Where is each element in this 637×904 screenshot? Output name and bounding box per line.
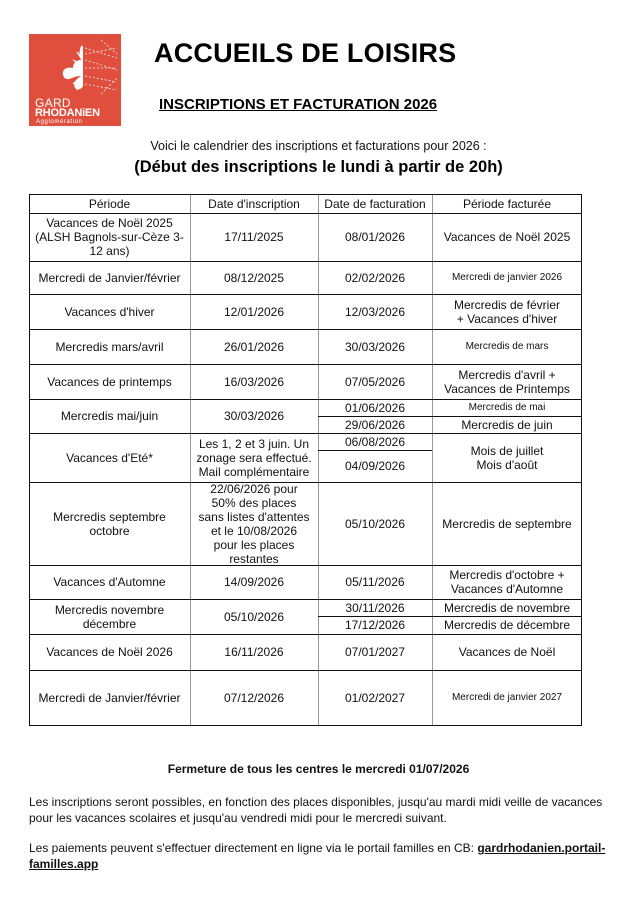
table-row-facturation: 29/06/2026	[344, 417, 406, 432]
table-row-facturation: 17/12/2026	[344, 618, 406, 632]
table-row-facturation: 30/03/2026	[344, 339, 406, 354]
schedule-table	[29, 194, 582, 726]
table-row-facturation: 12/03/2026	[344, 304, 406, 319]
table-row-facturation: 05/10/2026	[344, 516, 406, 531]
table-row-inscription: Les 1, 2 et 3 juin. Un zonage sera effectué. Mail complémentaire	[196, 436, 312, 479]
logo-text-agglomeration: Agglomération	[36, 119, 83, 125]
table-row-inscription: 12/01/2026	[223, 304, 285, 319]
table-row-facturation: 01/02/2027	[344, 690, 406, 705]
column-header-periode-facturee: Période facturée	[462, 196, 552, 211]
table-row-inscription: 16/11/2026	[224, 645, 284, 659]
table-row-facturation: 06/08/2026	[344, 434, 406, 449]
table-row-periode: Vacances d'Eté*	[66, 450, 153, 465]
payment-info-text: Les paiements peuvent s'effectuer directement en ligne via le portail familles en CB:	[29, 841, 478, 855]
logo-text-rhodanien: RHODANiEN	[35, 107, 100, 119]
table-row-inscription: 14/09/2026	[223, 575, 285, 589]
table-row-periode-facturee: Mercredis de février + Vacances d'hiver	[453, 297, 561, 326]
table-row-inscription: 05/10/2026	[223, 609, 285, 624]
table-row-facturation: 30/11/2026	[345, 600, 405, 615]
table-row-periode-facturee: Mercredis de septembre	[442, 516, 572, 531]
table-row-periode: Vacances d'Automne	[53, 575, 166, 589]
table-row-periode-facturee: Mois de juillet Mois d'août	[470, 443, 544, 472]
table-row-inscription: 16/03/2026	[223, 374, 285, 389]
column-header-periode: Période	[88, 196, 131, 211]
payment-info-paragraph	[29, 840, 629, 872]
table-row-periode-facturee: Mercredi de janvier 2027	[451, 691, 563, 703]
table-row-inscription: 22/06/2026 pour 50% des places sans listes d'attentes et le 10/08/2026 pour les places restantes	[198, 481, 310, 566]
table-row-facturation: 05/11/2026	[345, 575, 405, 589]
column-header-date-facturation: Date de facturation	[324, 196, 426, 211]
intro-highlight: (Début des inscriptions le lundi à partir de 20h)	[134, 158, 503, 176]
table-row-periode: Mercredis novembre décembre	[54, 602, 165, 631]
table-row-inscription: 08/12/2025	[223, 270, 285, 285]
page-subtitle: INSCRIPTIONS ET FACTURATION 2026	[159, 96, 438, 113]
page-title: ACCUEILS DE LOISIRS	[154, 38, 457, 68]
family-portal-link[interactable]: gardrhodanien.portail-familles.app	[29, 841, 606, 871]
table-row-inscription: 07/12/2026	[223, 690, 285, 705]
table-row-periode-facturee: Vacances de Noël	[458, 645, 556, 659]
table-row-periode: Vacances de Noël 2026	[46, 645, 173, 659]
table-row-periode: Mercredis septembre octobre	[53, 509, 166, 538]
table-row-periode-facturee: Mercredis de mars	[465, 340, 549, 352]
registration-info-paragraph: Les inscriptions seront possibles, en fonction des places disponibles, jusqu'au mardi midi veille de vacances pour les vacances scolaires et jusqu'au vendredi midi pour le mercredi suivant.	[29, 795, 603, 825]
closure-notice: Fermeture de tous les centres le mercredi 01/07/2026	[167, 762, 470, 776]
table-row-periode-facturee: Mercredis d'octobre + Vacances d'Automne	[449, 568, 565, 596]
table-row-periode: Mercredi de Janvier/février	[38, 690, 181, 705]
table-row-facturation: 02/02/2026	[344, 270, 406, 285]
table-row-periode-facturee: Mercredis de juin	[461, 417, 553, 432]
table-row-periode: Mercredi de Janvier/février	[38, 270, 181, 285]
table-row-periode-facturee: Mercredis de décembre	[443, 618, 571, 632]
table-row-facturation: 07/05/2026	[344, 374, 406, 389]
table-row-periode-facturee: Mercredis de novembre	[443, 600, 571, 615]
table-row-periode: Mercredis mai/juin	[60, 409, 159, 423]
column-header-date-inscription: Date d'inscription	[208, 196, 300, 211]
table-row-inscription: 30/03/2026	[223, 409, 285, 423]
table-row-inscription: 26/01/2026	[223, 339, 285, 354]
table-row-facturation: 01/06/2026	[344, 400, 406, 415]
table-row-periode: Vacances d'hiver	[64, 304, 155, 319]
table-row-periode: Vacances de printemps	[47, 374, 172, 389]
gard-rhodanien-logo	[29, 34, 121, 126]
table-row-facturation: 08/01/2026	[344, 230, 406, 244]
table-row-periode-facturee: Mercredis de mai	[468, 401, 546, 413]
intro-text: Voici le calendrier des inscriptions et facturations pour 2026 :	[150, 139, 487, 153]
table-row-periode: Vacances de Noël 2025 (ALSH Bagnols-sur-Cèze 3-12 ans)	[35, 216, 184, 258]
table-row-facturation: 07/01/2027	[344, 645, 406, 659]
table-row-inscription: 17/11/2025	[224, 230, 284, 244]
table-row-periode-facturee: Mercredi de janvier 2026	[451, 271, 563, 283]
table-row-periode: Mercredis mars/avril	[55, 339, 164, 354]
logo-text-gard: GARD	[35, 96, 71, 110]
table-row-periode-facturee: Vacances de Noël 2025	[443, 230, 571, 244]
table-row-periode-facturee: Mercredis d'avril + Vacances de Printemps	[444, 367, 570, 396]
table-row-facturation: 04/09/2026	[344, 459, 406, 473]
